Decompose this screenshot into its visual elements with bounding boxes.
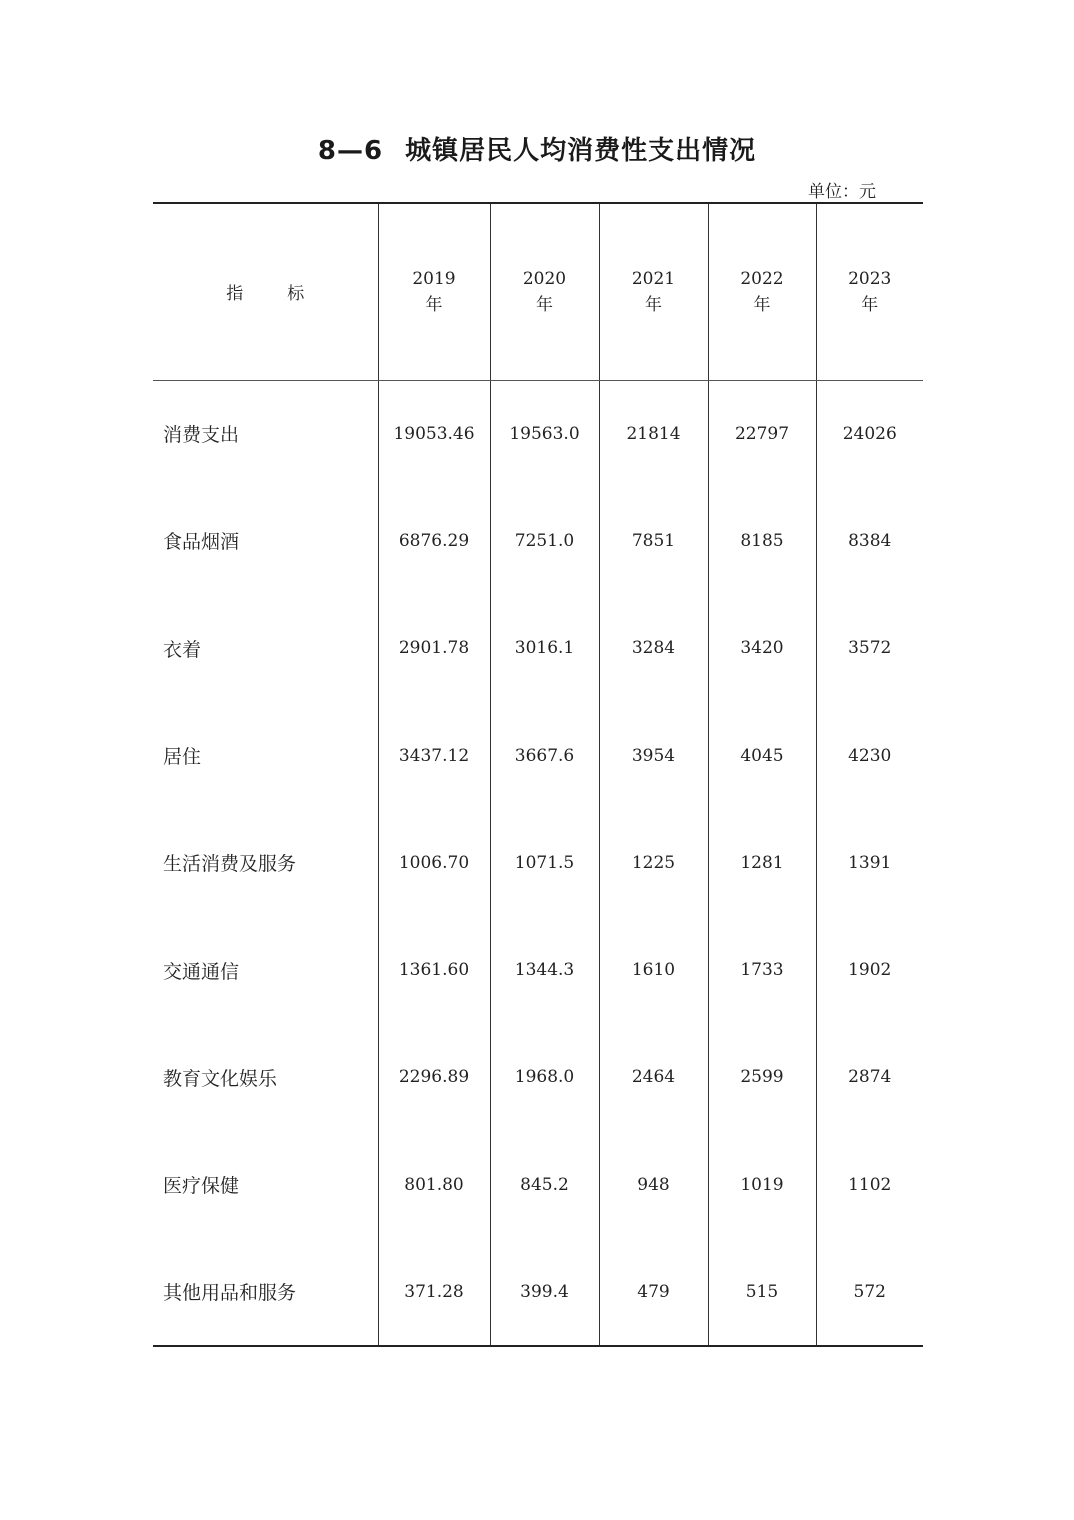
year-header-2019 [378, 203, 490, 380]
year-label: 2020 [522, 268, 567, 289]
table-cell: 6876.29 [378, 487, 490, 594]
table-row [153, 1024, 923, 1131]
table-row [153, 1131, 923, 1238]
table-cell: 572 [816, 1238, 923, 1345]
table-cell: 948 [599, 1131, 708, 1238]
table-cell: 479 [599, 1238, 708, 1345]
table-cell: 1071.5 [490, 809, 599, 916]
year-header-2022 [708, 203, 816, 380]
year-label: 2019 [412, 268, 456, 289]
table-title-text: 城镇居民人均消费性支出情况 [405, 136, 757, 166]
table-row [153, 1238, 923, 1345]
row-label: 居住 [163, 746, 202, 769]
table-cell: 19053.46 [378, 380, 490, 487]
table-cell: 1361.60 [378, 916, 490, 1023]
table-cell: 3954 [599, 702, 708, 809]
table-row [153, 380, 923, 487]
year-suffix: 年 [753, 294, 771, 315]
row-label: 其他用品和服务 [153, 1238, 378, 1345]
table-cell: 2464 [599, 1024, 708, 1131]
table-cell: 1102 [816, 1131, 923, 1238]
table-cell: 4045 [708, 702, 816, 809]
table-row [153, 595, 923, 702]
row-label: 医疗保健 [163, 1175, 240, 1198]
data-table-container [153, 202, 923, 1347]
table-header-row [153, 203, 923, 380]
table-cell: 399.4 [490, 1238, 599, 1345]
table-cell: 3284 [599, 595, 708, 702]
table-cell: 3420 [708, 595, 816, 702]
table-cell: 845.2 [490, 1131, 599, 1238]
table-cell: 3572 [816, 595, 923, 702]
table-cell: 7251.0 [490, 487, 599, 594]
table-cell: 21814 [599, 380, 708, 487]
year-header-2021 [599, 203, 708, 380]
table-cell: 4230 [816, 702, 923, 809]
year-label: 2023 [848, 268, 892, 289]
consumption-table [153, 202, 923, 1347]
table-row [153, 809, 923, 916]
row-label: 教育文化娱乐 [163, 1067, 278, 1090]
table-row [153, 916, 923, 1023]
year-header-2023 [816, 203, 923, 380]
table-cell: 1733 [708, 916, 816, 1023]
table-cell: 1019 [708, 1131, 816, 1238]
year-header-2020 [490, 203, 599, 380]
table-cell: 2901.78 [378, 595, 490, 702]
table-cell: 2296.89 [378, 1024, 490, 1131]
table-cell: 3437.12 [378, 702, 490, 809]
table-cell: 1006.70 [378, 809, 490, 916]
unit-label: 单位：元 [808, 182, 876, 202]
table-cell: 1344.3 [490, 916, 599, 1023]
table-cell: 371.28 [378, 1238, 490, 1345]
table-cell: 801.80 [378, 1131, 490, 1238]
row-label: 消费支出 [163, 424, 240, 447]
indicator-header-char-2: 标 [287, 284, 305, 305]
table-row [153, 702, 923, 809]
table-cell: 7851 [599, 487, 708, 594]
row-label: 食品烟酒 [163, 531, 240, 554]
year-suffix: 年 [536, 294, 553, 315]
table-cell: 24026 [816, 380, 923, 487]
table-cell: 3016.1 [490, 595, 599, 702]
table-cell: 8185 [708, 487, 816, 594]
table-cell: 19563.0 [490, 380, 599, 487]
table-cell: 2874 [816, 1024, 923, 1131]
year-suffix: 年 [645, 294, 662, 315]
table-cell: 8384 [816, 487, 923, 594]
row-label: 生活消费及服务 [163, 853, 297, 876]
table-cell: 1281 [708, 809, 816, 916]
table-cell: 1902 [816, 916, 923, 1023]
table-number: 8—6 [317, 136, 384, 166]
table-cell: 1610 [599, 916, 708, 1023]
table-cell: 1968.0 [490, 1024, 599, 1131]
year-label: 2022 [740, 268, 784, 289]
table-cell: 515 [708, 1238, 816, 1345]
table-cell: 2599 [708, 1024, 816, 1131]
table-cell: 1225 [599, 809, 708, 916]
table-cell: 1391 [816, 809, 923, 916]
year-suffix: 年 [861, 294, 879, 315]
indicator-header [153, 203, 378, 380]
page-title [0, 130, 1074, 167]
year-suffix: 年 [425, 294, 443, 315]
row-label: 衣着 [163, 638, 202, 661]
table-cell: 3667.6 [490, 702, 599, 809]
year-label: 2021 [631, 268, 676, 289]
indicator-header-char-1: 指 [226, 284, 244, 305]
table-cell: 22797 [708, 380, 816, 487]
table-row [153, 487, 923, 594]
row-label: 交通通信 [163, 960, 240, 983]
